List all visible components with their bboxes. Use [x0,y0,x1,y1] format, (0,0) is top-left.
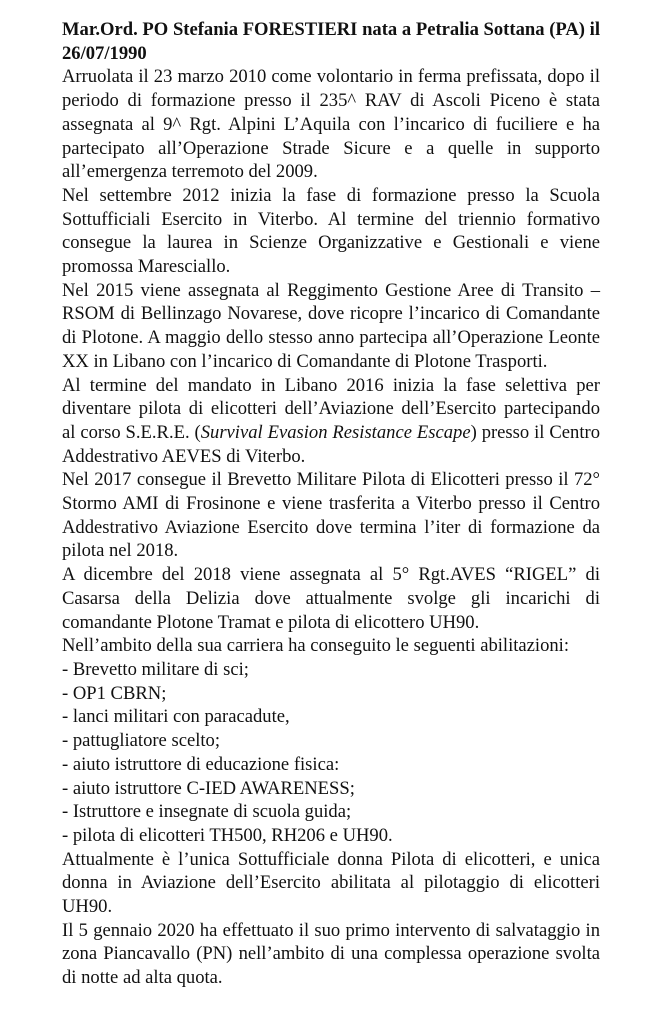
list-item: - lanci militari con paracadute, [62,706,290,728]
document-body [62,18,600,990]
list-item: - pilota di elicotteri TH500, RH206 e UH90. [62,824,393,846]
list-item: - pattugliatore scelto; [62,730,220,752]
qualifications-list [62,658,600,848]
paragraph-pilot-selection-text-after: ) presso il Centro Addestrativo AEVES di Viterbo. [62,421,600,467]
list-item: - aiuto istruttore di educazione fisica: [62,753,340,775]
list-item: - OP1 CBRN; [62,682,167,704]
paragraph-first-rescue: Il 5 gennaio 2020 ha effettuato il suo primo intervento di salvataggio in zona Piancavallo (PN) nell’ambito di una complessa operazione svolta di notte ad alta quota. [62,919,600,989]
sere-expansion: Survival Evasion Resistance Escape [200,421,471,443]
list-item: - Istruttore e insegnate di scuola guida; [62,801,352,823]
list-item: - aiuto istruttore C-IED AWARENESS; [62,777,355,799]
paragraph-current-status: Attualmente è l’unica Sottufficiale donna Pilota di elicotteri, e unica donna in Aviazione dell’Esercito abilitata al pilotaggio di elicotteri UH90. [62,848,600,918]
paragraph-pilot-selection [62,374,600,469]
paragraph-rsom-assignment: Nel 2015 viene assegnata al Reggimento Gestione Aree di Transito – RSOM di Bellinzago Novarese, dove ricopre l’incarico di Comandante di Plotone. A maggio dello stesso anno partecipa all’Operazione Leonte XX in Libano con l’incarico di Comandante di Plotone Trasporti. [62,279,600,372]
document-title: Mar.Ord. PO Stefania FORESTIERI nata a Petralia Sottana (PA) il 26/07/1990 [62,19,600,64]
paragraph-enlistment: Arruolata il 23 marzo 2010 come volontario in ferma prefissata, dopo il periodo di formazione presso il 235^ RAV di Ascoli Piceno è stata assegnata al 9^ Rgt. Alpini L’Aquila con l’incarico di fuciliere e ha partecipato all’Operazione Strade Sicure e a quelle in supporto all’emergenza terremoto del 2009. [62,66,600,183]
list-item: - Brevetto militare di sci; [62,658,249,680]
paragraph-rigel-assignment: A dicembre del 2018 viene assegnata al 5° Rgt.AVES “RIGEL” di Casarsa della Delizia dove attualmente svolge gli incarichi di comandante Plotone Tramat e pilota di elicottero UH90. [62,564,600,633]
paragraph-pilot-license: Nel 2017 consegue il Brevetto Militare Pilota di Elicotteri presso il 72° Stormo AMI di Frosinone e viene trasferita a Viterbo presso il Centro Addestrativo Aviazione Esercito dove termina l’iter di formazione da pilota nel 2018. [62,469,600,562]
paragraph-nco-school: Nel settembre 2012 inizia la fase di formazione presso la Scuola Sottufficiali Esercito in Viterbo. Al termine del triennio formativo consegue la laurea in Scienze Organizzative e Gestionali e viene promossa Maresciallo. [62,184,600,278]
paragraph-pilot-selection-text-before: Al termine del mandato in Libano 2016 inizia la fase selettiva per diventare pilota di elicotteri dell’Aviazione dell’Esercito partecipando al corso S.E.R.E. ( [62,374,600,443]
paragraph-qualifications-intro: Nell’ambito della sua carriera ha conseguito le seguenti abilitazioni: [62,635,570,657]
